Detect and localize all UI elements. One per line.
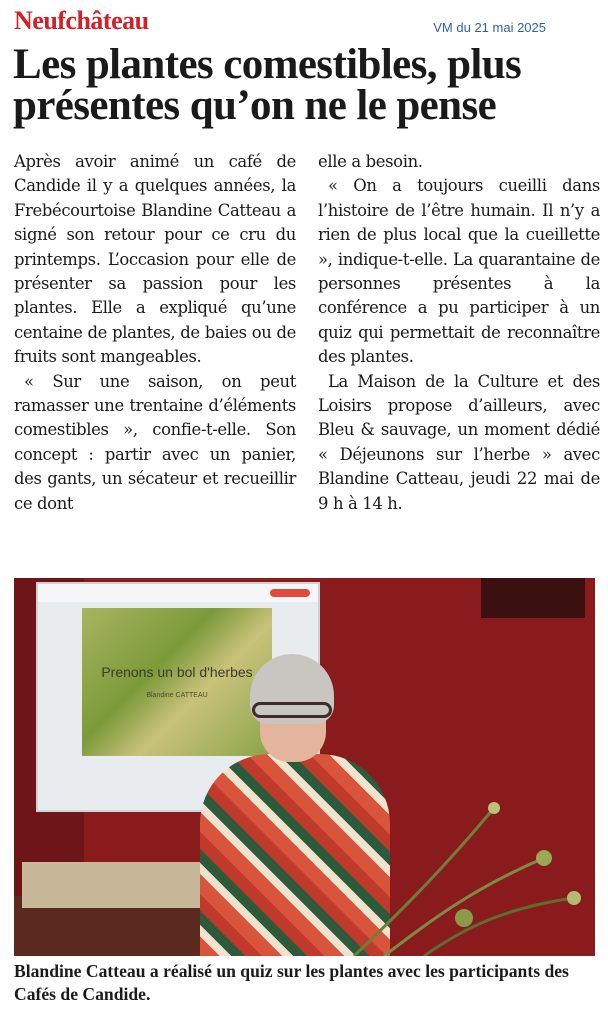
article-column-right: [318, 150, 600, 516]
plant-stems-icon: [344, 798, 584, 956]
photo-caption: Blandine Catteau a réalisé un quiz sur les plantes avec les participants des Cafés de Candide.: [14, 961, 569, 1004]
paragraph: La Maison de la Culture et des Loisirs propose d’ailleurs, avec Bleu & sauvage, un moment dédié « Déjeunons sur l’herbe » avec Blandine Catteau, jeudi 22 mai de 9 h à 14 h.: [318, 371, 600, 513]
paragraph: « Sur une saison, on peut ramasser une trentaine d’éléments comestibles », confie-t-elle. Son concept : partir avec un panier, des gants, un sécateur et recueillir ce dont: [14, 371, 296, 513]
paragraph: elle a besoin.: [318, 152, 423, 171]
section-rubric: Neufchâteau: [14, 6, 149, 35]
photo-ceiling-grille: [481, 578, 585, 618]
paragraph: « On a toujours cueilli dans l’histoire de l’être humain. Il n’y a rien de plus local que la cueillette », indique-t-elle. La quarantaine de personnes présentes à la conférence a pu participer à un quiz qui permettait de reconnaître des plantes.: [318, 176, 600, 367]
article-photo: [14, 578, 595, 956]
article-headline: Les plantes comestibles, plus présentes qu’on ne le pense: [13, 41, 522, 129]
slide-title: Prenons un bol d'herbes: [101, 664, 253, 680]
presentation-slide: [82, 608, 272, 756]
slide-author: Blandine CATTEAU: [146, 692, 208, 699]
paragraph: Après avoir animé un café de Candide il y a quelques années, la Frebécourtoise Blandine Catteau a signé son retour pour ce cru du printemps. L’occasion pour elle de présenter sa passion pour les plantes. Elle a expliqué qu’une centaine de plantes, de baies ou de fruits sont mangeables.: [14, 152, 296, 367]
speaker-glasses: [252, 702, 332, 718]
publication-dateline: VM du 21 mai 2025: [433, 20, 546, 35]
screen-button: [270, 589, 310, 597]
article-column-left: [14, 150, 296, 516]
